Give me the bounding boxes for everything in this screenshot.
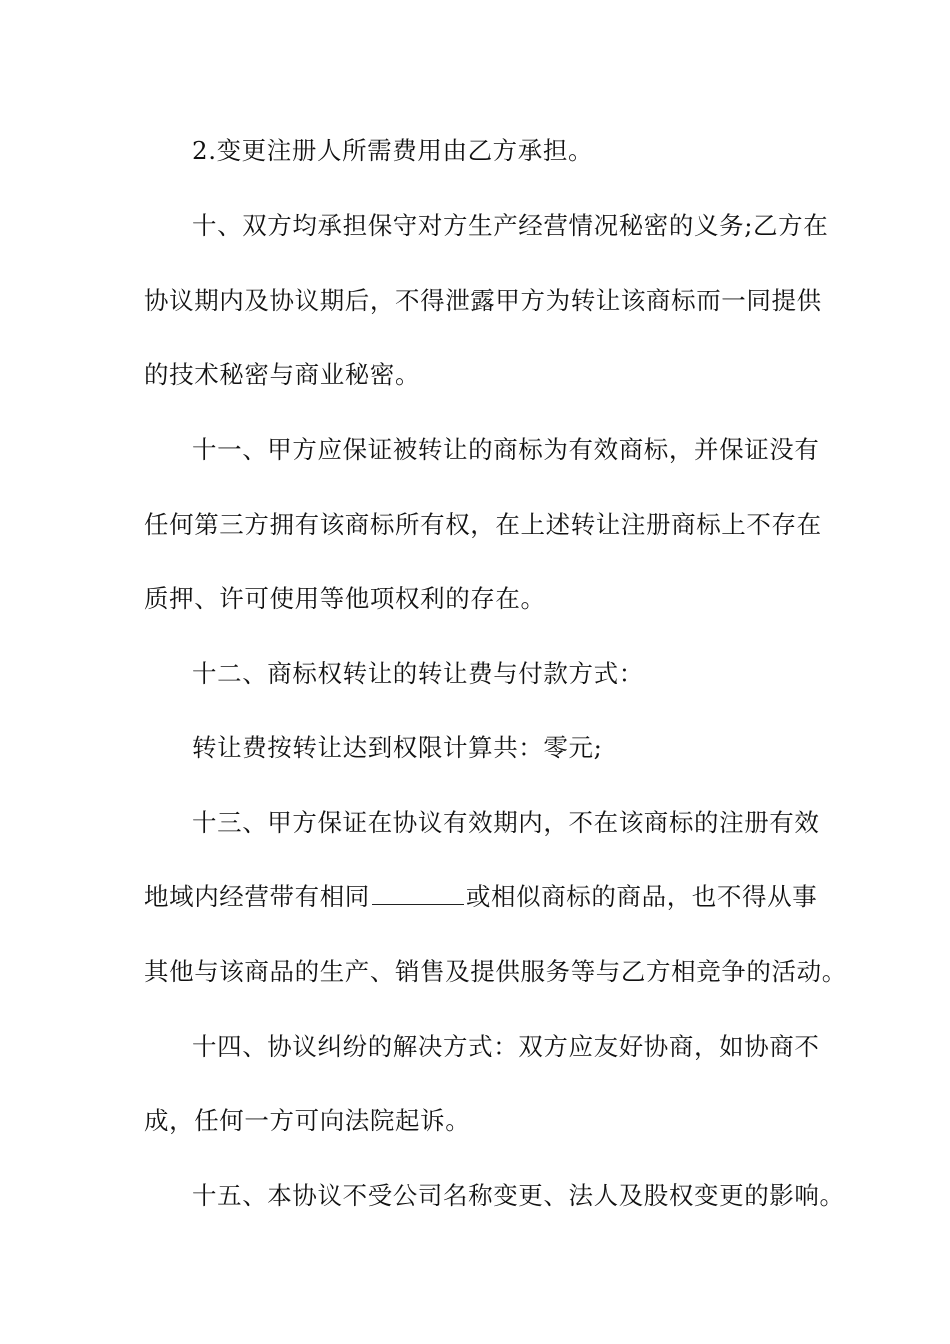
clause-11-line-2: 任何第三方拥有该商标所有权，在上述转让注册商标上不存在 bbox=[144, 510, 822, 539]
clause-11-line-3: 质押、许可使用等他项权利的存在。 bbox=[144, 584, 546, 613]
clause-13-line-3: 其他与该商品的生产、销售及提供服务等与乙方相竞争的活动。 bbox=[144, 957, 847, 986]
clause-14-line-1: 十四、协议纠纷的解决方式：双方应友好协商，如协商不 bbox=[192, 1032, 820, 1061]
clause-10-line-1: 十、双方均承担保守对方生产经营情况秘密的义务;乙方在 bbox=[192, 211, 829, 240]
clause-13-line-1: 十三、甲方保证在协议有效期内，不在该商标的注册有效 bbox=[192, 808, 820, 837]
clause-12-fee-line: 转让费按转让达到权限计算共：零元; bbox=[192, 733, 603, 762]
clause-13-line-2-end: 或相似商标的商品，也不得从事 bbox=[465, 882, 818, 911]
clause-11-line-1: 十一、甲方应保证被转让的商标为有效商标，并保证没有 bbox=[192, 435, 820, 464]
clause-10-line-3: 的技术秘密与商业秘密。 bbox=[144, 360, 421, 389]
fill-in-blank bbox=[372, 882, 464, 905]
clause-10-line-2: 协议期内及协议期后，不得泄露甲方为转让该商标而一同提供 bbox=[144, 286, 822, 315]
clause-12-line-1: 十二、商标权转让的转让费与付款方式： bbox=[192, 659, 644, 688]
clause-13-line-2 bbox=[144, 877, 834, 917]
clause-15-line-1: 十五、本协议不受公司名称变更、法人及股权变更的影响。 bbox=[192, 1181, 845, 1210]
clause-13-line-2-start: 地域内经营带有相同 bbox=[144, 882, 370, 911]
clause-14-line-2: 成，任何一方可向法院起诉。 bbox=[144, 1106, 471, 1135]
clause-9-item-2: 2.变更注册人所需费用由乙方承担。 bbox=[192, 136, 594, 165]
